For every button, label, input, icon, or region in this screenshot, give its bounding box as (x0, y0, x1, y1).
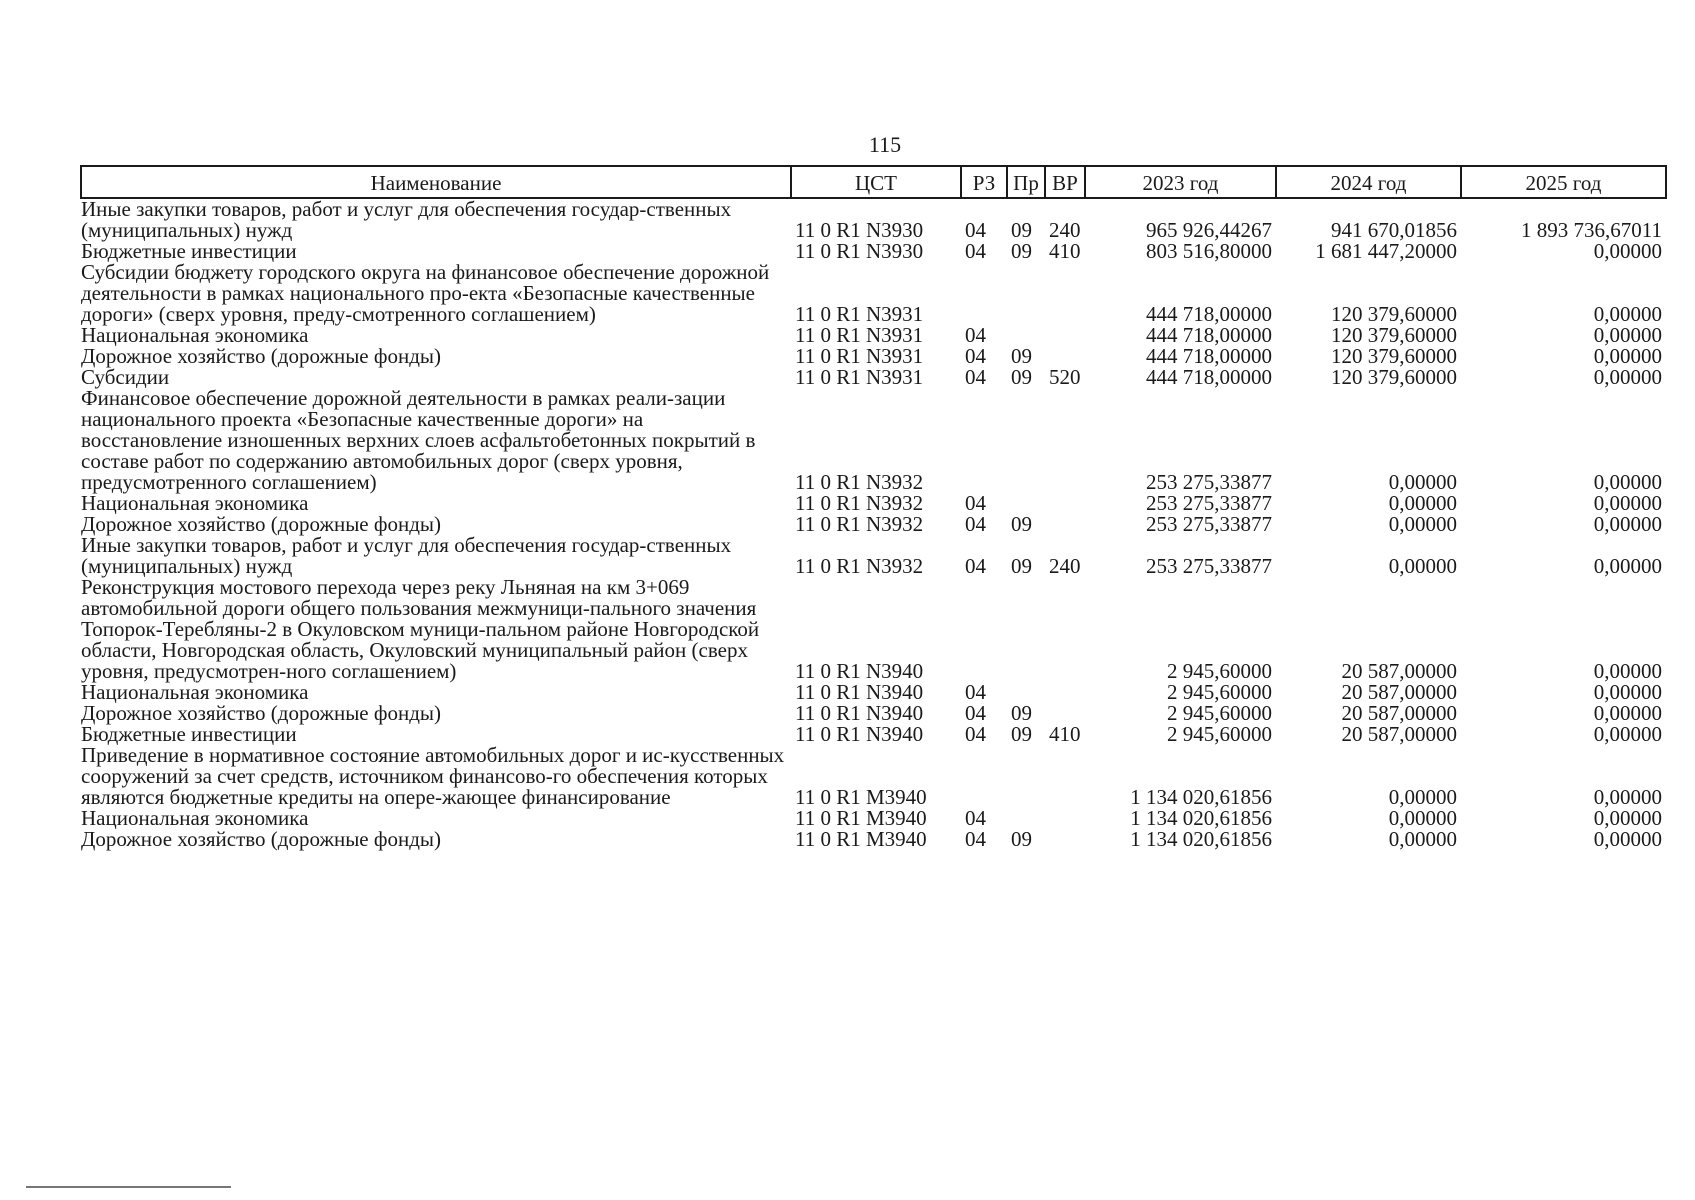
row-rz: 04 (965, 323, 986, 347)
row-2023: 803 516,80000 (1146, 239, 1272, 263)
row-rz (961, 262, 1007, 325)
table-row (81, 829, 1666, 850)
row-2024: 0,00000 (1388, 827, 1457, 851)
row-name: Национальная экономика (81, 491, 309, 515)
row-pr: 09 (1011, 554, 1032, 578)
row-vr (1045, 745, 1085, 808)
row-vr (1045, 325, 1085, 346)
row-rz: 04 (965, 827, 986, 851)
row-pr (1007, 493, 1045, 514)
row-rz: 04 (965, 806, 986, 830)
row-vr: 240 (1049, 218, 1081, 242)
row-rz (961, 388, 1007, 493)
row-2024: 20 587,00000 (1341, 659, 1457, 683)
row-rz (961, 577, 1007, 682)
header-rz: РЗ (961, 166, 1007, 198)
row-cst: 11 0 R1 N3940 (795, 659, 924, 683)
row-pr (1007, 745, 1045, 808)
row-name: Дорожное хозяйство (дорожные фонды) (81, 512, 442, 536)
table-row (81, 388, 1666, 493)
header-cst: ЦСТ (791, 166, 961, 198)
row-cst: 11 0 R1 N3931 (795, 302, 924, 326)
row-2023: 2 945,60000 (1167, 722, 1272, 746)
row-name: Иные закупки товаров, работ и услуг для обеспечения государ-ственных (муниципальных) нужд (81, 533, 732, 578)
row-vr (1045, 682, 1085, 703)
row-2025: 0,00000 (1593, 785, 1662, 809)
row-rz: 04 (965, 491, 986, 515)
row-2023: 2 945,60000 (1167, 680, 1272, 704)
row-2024: 20 587,00000 (1341, 722, 1457, 746)
row-2023: 253 275,33877 (1146, 512, 1272, 536)
row-pr: 09 (1011, 722, 1032, 746)
row-2024: 0,00000 (1388, 512, 1457, 536)
row-2024: 0,00000 (1388, 554, 1457, 578)
row-pr: 09 (1011, 344, 1032, 368)
row-cst: 11 0 R1 N3931 (795, 365, 924, 389)
row-2024: 0,00000 (1388, 491, 1457, 515)
row-2024: 0,00000 (1388, 785, 1457, 809)
row-2024: 120 379,60000 (1331, 302, 1457, 326)
row-name: Финансовое обеспечение дорожной деятельности в рамках реали-зации национального проекта «Безопасные качественные дороги» на восстановление изношенных верхних слоев асфальтобетонных покрытий в составе работ по содержанию автомобильных дорог (сверх уровня, предусмотренного соглашением) (81, 386, 756, 494)
header-pr: Пр (1007, 166, 1045, 198)
row-name: Приведение в нормативное состояние автомобильных дорог и ис-кусственных сооружений за счет средств, источником финансово-го обеспечения которых являются бюджетные кредиты на опере-жающее финансирование (81, 743, 785, 809)
row-cst: 11 0 R1 N3932 (795, 554, 924, 578)
row-vr: 410 (1049, 239, 1081, 263)
row-vr (1045, 829, 1085, 850)
row-cst: 11 0 R1 N3930 (795, 218, 924, 242)
row-2023: 1 134 020,61856 (1130, 785, 1272, 809)
row-name: Бюджетные инвестиции (81, 239, 297, 263)
row-2025: 0,00000 (1593, 344, 1662, 368)
row-pr: 09 (1011, 827, 1032, 851)
row-rz: 04 (965, 701, 986, 725)
row-2025: 0,00000 (1593, 491, 1662, 515)
row-vr (1045, 262, 1085, 325)
header-vr: ВР (1045, 166, 1085, 198)
row-rz: 04 (965, 218, 986, 242)
row-2024: 941 670,01856 (1331, 218, 1457, 242)
row-name: Субсидии бюджету городского округа на финансовое обеспечение дорожной деятельности в рамках национального про-екта «Безопасные качественные дороги» (сверх уровня, преду-смотренного соглашением) (81, 260, 770, 326)
row-vr (1045, 808, 1085, 829)
row-vr (1045, 346, 1085, 367)
row-cst: 11 0 R1 N3932 (795, 491, 924, 515)
row-rz: 04 (965, 365, 986, 389)
page-number: 115 (868, 132, 902, 157)
row-rz: 04 (965, 680, 986, 704)
budget-table-container (80, 165, 1665, 850)
row-rz: 04 (965, 722, 986, 746)
header-2024: 2024 год (1276, 166, 1461, 198)
table-row (81, 577, 1666, 682)
row-2025: 1 893 736,67011 (1521, 218, 1662, 242)
row-cst: 11 0 R1 N3932 (795, 470, 924, 494)
row-name: Реконструкция мостового перехода через реку Льняная на км 3+069 автомобильной дороги общего пользования межмуници-пального значения Топорок-Теребляны-2 в Окуловском муници-пальном районе Новгородской области, Новгородская область, Окуловский муниципальный район (сверх уровня, предусмотрен-ного соглашением) (81, 575, 760, 683)
table-row (81, 745, 1666, 808)
row-cst: 11 0 R1 M3940 (795, 806, 927, 830)
row-cst: 11 0 R1 N3930 (795, 239, 924, 263)
row-cst: 11 0 R1 N3931 (795, 323, 924, 347)
row-2024: 120 379,60000 (1331, 344, 1457, 368)
table-row (81, 493, 1666, 514)
row-pr (1007, 577, 1045, 682)
row-2024: 0,00000 (1388, 806, 1457, 830)
row-vr: 240 (1049, 554, 1081, 578)
header-2025: 2025 год (1461, 166, 1666, 198)
row-rz: 04 (965, 512, 986, 536)
row-2023: 965 926,44267 (1146, 218, 1272, 242)
row-rz (961, 745, 1007, 808)
table-row (81, 682, 1666, 703)
row-name: Дорожное хозяйство (дорожные фонды) (81, 827, 442, 851)
row-pr (1007, 682, 1045, 703)
row-vr (1045, 514, 1085, 535)
table-row (81, 198, 1666, 241)
row-rz: 04 (965, 554, 986, 578)
row-cst: 11 0 R1 N3940 (795, 680, 924, 704)
table-row (81, 514, 1666, 535)
row-cst: 11 0 R1 N3932 (795, 512, 924, 536)
row-2025: 0,00000 (1593, 365, 1662, 389)
row-2023: 253 275,33877 (1146, 491, 1272, 515)
row-pr (1007, 388, 1045, 493)
row-2025: 0,00000 (1593, 659, 1662, 683)
table-row (81, 808, 1666, 829)
row-cst: 11 0 R1 M3940 (795, 827, 927, 851)
row-pr (1007, 262, 1045, 325)
row-2024: 120 379,60000 (1331, 323, 1457, 347)
table-row (81, 241, 1666, 262)
row-name: Субсидии (81, 365, 170, 389)
row-pr: 09 (1011, 701, 1032, 725)
row-vr: 520 (1049, 365, 1081, 389)
row-2023: 253 275,33877 (1146, 554, 1272, 578)
row-name: Национальная экономика (81, 323, 309, 347)
table-row (81, 262, 1666, 325)
row-vr (1045, 493, 1085, 514)
row-pr: 09 (1011, 218, 1032, 242)
row-rz: 04 (965, 239, 986, 263)
row-name: Бюджетные инвестиции (81, 722, 297, 746)
row-2023: 2 945,60000 (1167, 659, 1272, 683)
header-2023: 2023 год (1085, 166, 1276, 198)
row-2025: 0,00000 (1593, 701, 1662, 725)
row-cst: 11 0 R1 M3940 (795, 785, 927, 809)
row-2024: 20 587,00000 (1341, 680, 1457, 704)
row-name: Национальная экономика (81, 806, 309, 830)
row-pr: 09 (1011, 365, 1032, 389)
row-pr: 09 (1011, 512, 1032, 536)
row-name: Национальная экономика (81, 680, 309, 704)
table-row (81, 535, 1666, 577)
table-row (81, 724, 1666, 745)
row-2025: 0,00000 (1593, 680, 1662, 704)
row-2025: 0,00000 (1593, 302, 1662, 326)
row-2023: 2 945,60000 (1167, 701, 1272, 725)
table-header-row (81, 166, 1666, 198)
row-vr (1045, 388, 1085, 493)
row-name: Дорожное хозяйство (дорожные фонды) (81, 701, 442, 725)
row-2025: 0,00000 (1593, 827, 1662, 851)
row-2024: 120 379,60000 (1331, 365, 1457, 389)
row-name: Дорожное хозяйство (дорожные фонды) (81, 344, 442, 368)
row-pr: 09 (1011, 239, 1032, 263)
row-vr: 410 (1049, 722, 1081, 746)
budget-table (80, 165, 1667, 850)
row-pr (1007, 325, 1045, 346)
row-2024: 1 681 447,20000 (1315, 239, 1457, 263)
row-cst: 11 0 R1 N3931 (795, 344, 924, 368)
row-name: Иные закупки товаров, работ и услуг для обеспечения государ-ственных (муниципальных) нужд (81, 197, 732, 242)
table-row (81, 325, 1666, 346)
row-2024: 0,00000 (1388, 470, 1457, 494)
row-2025: 0,00000 (1593, 470, 1662, 494)
table-row (81, 346, 1666, 367)
row-pr (1007, 808, 1045, 829)
row-2023: 253 275,33877 (1146, 470, 1272, 494)
row-vr (1045, 703, 1085, 724)
row-rz: 04 (965, 344, 986, 368)
row-2023: 444 718,00000 (1146, 344, 1272, 368)
table-row (81, 703, 1666, 724)
row-2025: 0,00000 (1593, 239, 1662, 263)
row-2023: 1 134 020,61856 (1130, 827, 1272, 851)
row-2023: 444 718,00000 (1146, 302, 1272, 326)
row-2025: 0,00000 (1593, 554, 1662, 578)
row-cst: 11 0 R1 N3940 (795, 701, 924, 725)
row-vr (1045, 577, 1085, 682)
row-2025: 0,00000 (1593, 722, 1662, 746)
header-name: Наименование (81, 166, 791, 198)
row-2025: 0,00000 (1593, 512, 1662, 536)
row-2025: 0,00000 (1593, 323, 1662, 347)
row-2024: 20 587,00000 (1341, 701, 1457, 725)
row-2023: 1 134 020,61856 (1130, 806, 1272, 830)
table-row (81, 367, 1666, 388)
row-cst: 11 0 R1 N3940 (795, 722, 924, 746)
footer-rule (26, 1186, 231, 1188)
row-2023: 444 718,00000 (1146, 365, 1272, 389)
row-2023: 444 718,00000 (1146, 323, 1272, 347)
row-2025: 0,00000 (1593, 806, 1662, 830)
